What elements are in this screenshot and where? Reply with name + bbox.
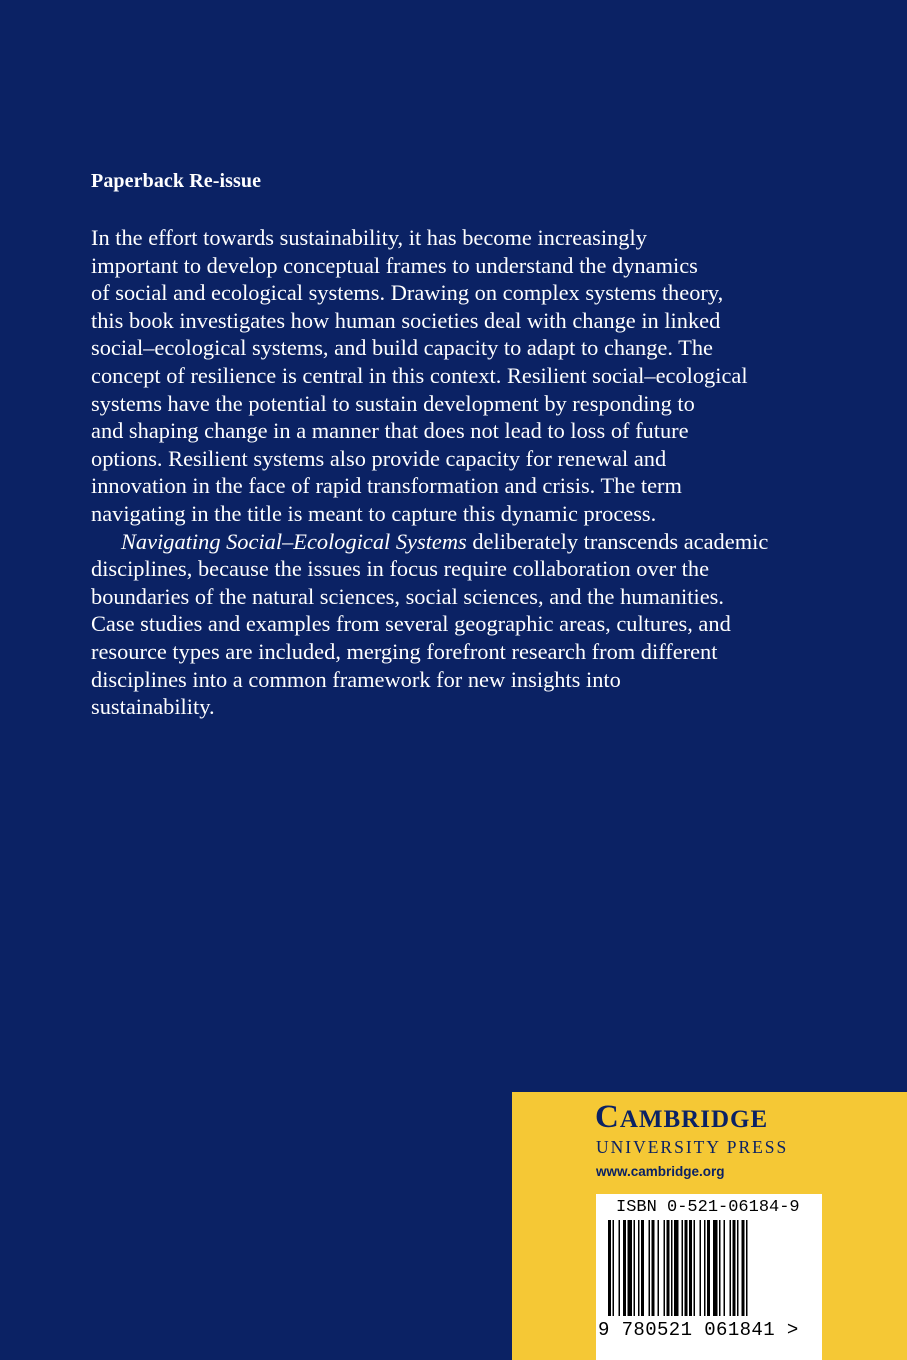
- barcode-bar: [689, 1220, 692, 1316]
- publisher-url: www.cambridge.org: [596, 1164, 725, 1179]
- barcode-bar: [641, 1220, 644, 1316]
- barcode-bar: [652, 1220, 655, 1316]
- barcode-bar: [619, 1220, 621, 1316]
- barcode-bar: [667, 1220, 670, 1316]
- barcode: [596, 1194, 822, 1360]
- barcode-bar: [682, 1220, 684, 1316]
- barcode-bar: [742, 1220, 745, 1316]
- barcode-bar: [634, 1220, 636, 1316]
- blurb-paragraph-1: In the effort towards sustainability, it has become increasingly important to develop conceptual frames to understand the dynamics of social and ecological systems. Drawing on complex systems theory, this book investigates how human societies deal with change in linked social–ecological systems, and build capacity to adapt to change. The concept of resilience is central in this context. Resilient social–ecological systems have the potential to sustain development by responding to and shaping change in a manner that does not lead to loss of future options. Resilient systems also provide capacity for renewal and innovation in the face of rapid transformation and crisis. The term navigating in the title is meant to capture this dynamic process.: [91, 225, 748, 526]
- heading: Paperback Re-issue: [91, 170, 262, 192]
- barcode-bar: [608, 1220, 611, 1316]
- barcode-bar: [623, 1220, 626, 1316]
- barcode-bar: [719, 1220, 721, 1316]
- barcode-bar: [737, 1220, 739, 1316]
- barcode-bar: [724, 1220, 726, 1316]
- publisher-name: [595, 1100, 768, 1137]
- book-title: Navigating Social–Ecological Systems: [121, 528, 467, 554]
- isbn-label: ISBN 0-521-06184-9: [616, 1198, 800, 1217]
- barcode-bar: [628, 1220, 633, 1316]
- barcode-bars: [608, 1220, 810, 1320]
- barcode-bar: [671, 1220, 673, 1316]
- publisher-name-initial: C: [595, 1099, 620, 1135]
- barcode-bar: [713, 1220, 718, 1316]
- barcode-bar: [685, 1220, 688, 1316]
- blurb: [91, 224, 831, 721]
- barcode-bar: [664, 1220, 666, 1316]
- publisher-subtitle: UNIVERSITY PRESS: [596, 1137, 789, 1157]
- barcode-bar: [733, 1220, 736, 1316]
- barcode-bar: [700, 1220, 702, 1316]
- barcode-digits: 9 780521 061841 >: [598, 1319, 799, 1341]
- barcode-bar: [613, 1220, 615, 1316]
- barcode-bar: [649, 1220, 651, 1316]
- barcode-bar: [694, 1220, 696, 1316]
- barcode-bar: [658, 1220, 660, 1316]
- barcode-bar: [730, 1220, 732, 1316]
- publisher-box: [512, 1092, 907, 1360]
- barcode-bar: [746, 1220, 748, 1316]
- blurb-paragraph-2-text: deliberately transcends academic disciplines, because the issues in focus require collaboration over the boundaries of the natural sciences, social sciences, and the humanities. Case studies and examples from several geographic areas, cultures, and resource types are included, merging forefront research from different disciplines into a common framework for new insights into sustainability.: [91, 528, 769, 720]
- barcode-bar: [704, 1220, 706, 1316]
- publisher-name-rest: AMBRIDGE: [619, 1106, 769, 1133]
- barcode-bar: [707, 1220, 710, 1316]
- barcode-bar: [674, 1220, 679, 1316]
- barcode-bar: [638, 1220, 640, 1316]
- blurb-paragraph-2: [91, 528, 831, 721]
